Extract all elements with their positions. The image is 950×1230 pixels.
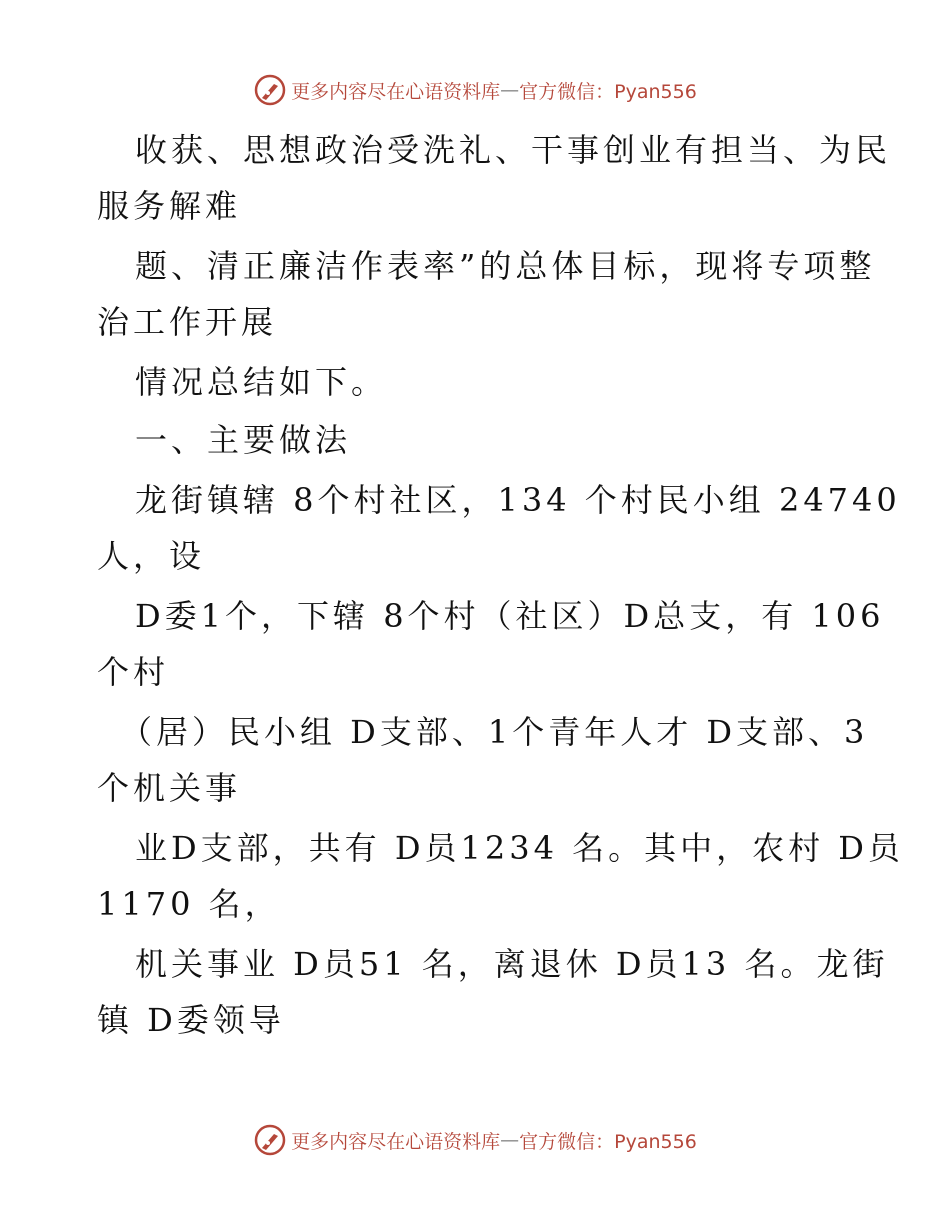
paragraph-line: 情况总结如下。 [135, 363, 388, 401]
paragraph-line: 个机关事 [97, 769, 242, 807]
paragraph-line: D委1个，下辖 8个村（社区）D总支，有 106 [135, 597, 885, 635]
pen-nib-circle-icon [253, 73, 287, 107]
banner-text: 更多内容尽在心语资料库 [291, 80, 501, 103]
banner-contact: 官方微信：Pyan556 [519, 1130, 697, 1153]
paragraph-line: （居）民小组 D支部、1个青年人才 D支部、3 [120, 713, 869, 751]
banner-separator: — [500, 1129, 520, 1151]
paragraph-line: 个村 [97, 653, 170, 691]
paragraph-line: 收获、思想政治受洗礼、干事创业有担当、为民 [135, 131, 892, 169]
paragraph-line: 龙街镇辖 8个村社区，134 个村民小组 24740 [135, 481, 901, 519]
paragraph-line: 服务解难 [97, 187, 242, 225]
banner-text: 更多内容尽在心语资料库 [291, 1130, 501, 1153]
paragraph-line: 题、清正廉洁作表率”的总体目标，现将专项整 [135, 247, 876, 285]
paragraph-line: 1170 名， [97, 885, 281, 923]
footer-banner [0, 1118, 950, 1162]
paragraph-line: 镇 D委领导 [97, 1001, 285, 1039]
paragraph-line: 机关事业 D员51 名，离退休 D员13 名。龙街 [135, 945, 889, 983]
pen-nib-circle-icon [253, 1123, 287, 1157]
banner-contact: 官方微信：Pyan556 [519, 80, 697, 103]
paragraph-line: 治工作开展 [97, 303, 278, 341]
paragraph-line: 人，设 [97, 537, 206, 575]
section-heading: 一、主要做法 [135, 421, 352, 459]
banner-separator: — [500, 79, 520, 101]
header-banner [0, 68, 950, 112]
paragraph-line: 业D支部，共有 D员1234 名。其中，农村 D员 [135, 829, 904, 867]
